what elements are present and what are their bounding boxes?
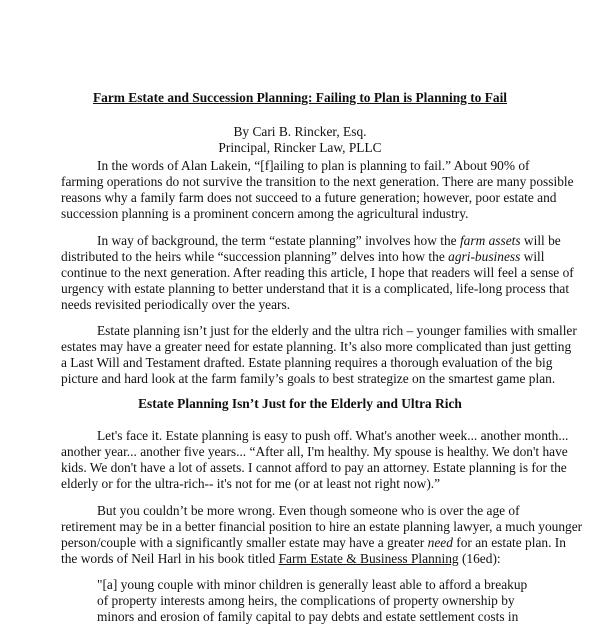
paragraph-line: But you couldn’t be more wrong. Even though someone who is over the age of (97, 503, 520, 518)
paragraph-line: kids. We don't have a lot of assets. I cannot afford to pay an attorney. Estate planning is for the (61, 460, 567, 475)
paragraph-line: reasons why a family farm does not succeed to a future generation; however, poor estate and (61, 190, 557, 205)
quote-line: "[a] young couple with minor children is generally least able to afford a breakup (97, 577, 528, 592)
paragraph-line: Estate planning isn’t just for the elderly and the ultra rich – younger families with smaller (97, 323, 577, 338)
quote-line: minors and erosion of family capital to pay debts and estate settlement costs in (97, 609, 519, 624)
paragraph-line (61, 249, 545, 265)
text-run: In way of background, the term “estate planning” involves how the (97, 233, 460, 248)
text-run: (16ed): (458, 551, 501, 566)
paragraph-line: elderly or for the ultra-rich-- it's not for me (or at least not right now).” (61, 476, 441, 491)
paragraph-line: retirement may be in a better financial position to hire an estate planning lawyer, a much younger (61, 519, 583, 534)
book-title: Farm Estate & Business Planning (278, 551, 459, 566)
paragraph-line: urgency with estate planning to better understand that it is a complicated, life-long process that (61, 281, 570, 296)
paragraph-line: a Last Will and Testament drafted. Estate planning requires a thorough evaluation of the big (61, 355, 553, 370)
paragraph-line (61, 535, 566, 551)
text-run: distributed to the heirs while “succession planning” delves into how the (61, 249, 449, 264)
text-run: will (520, 249, 545, 264)
quote-line: of property interests among heirs, the complications of property ownership by (97, 593, 515, 608)
paragraph-line: another year... another five years... “After all, I'm healthy. My spouse is healthy. We don't have (61, 444, 568, 459)
document-title: Farm Estate and Succession Planning: Failing to Plan is Planning to Fail (92, 90, 508, 105)
text-run: person/couple with a significantly smaller estate may have a greater (61, 535, 428, 550)
italic-text: farm assets (459, 233, 521, 248)
paragraph-line (97, 233, 561, 249)
text-run: will be (520, 233, 561, 248)
paragraph-line: succession planning is a prominent concern among the agricultural industry. (61, 206, 469, 221)
paragraph-line: picture and hard look at the farm family’s goals to best strategize on the smartest game plan. (61, 371, 556, 386)
text-run: the words of Neil Harl in his book titled (61, 551, 279, 566)
text-run: for an estate plan. In (452, 535, 566, 550)
author-affiliation: Principal, Rincker Law, PLLC (218, 140, 382, 155)
paragraph-line: In the words of Alan Lakein, “[f]ailing to plan is planning to fail.” About 90% of (97, 158, 530, 173)
paragraph-line (61, 551, 501, 567)
italic-text: agri-business (448, 249, 521, 264)
paragraph-line: estates may have a greater need for estate planning. It’s also more complicated than just getting (61, 339, 572, 354)
paragraph-line: continue to the next generation. After reading this article, I hope that readers will feel a sense of (61, 265, 574, 280)
author-byline: By Cari B. Rincker, Esq. (233, 124, 367, 139)
paragraph-line: farming operations do not survive the transition to the next generation. There are many possible (61, 174, 574, 189)
paragraph-line: needs revisited periodically over the years. (61, 297, 291, 312)
italic-text: need (427, 535, 453, 550)
paragraph-line: Let's face it. Estate planning is easy to push off. What's another week... another month... (97, 428, 569, 443)
section-heading: Estate Planning Isn’t Just for the Elderly and Ultra Rich (138, 396, 462, 411)
